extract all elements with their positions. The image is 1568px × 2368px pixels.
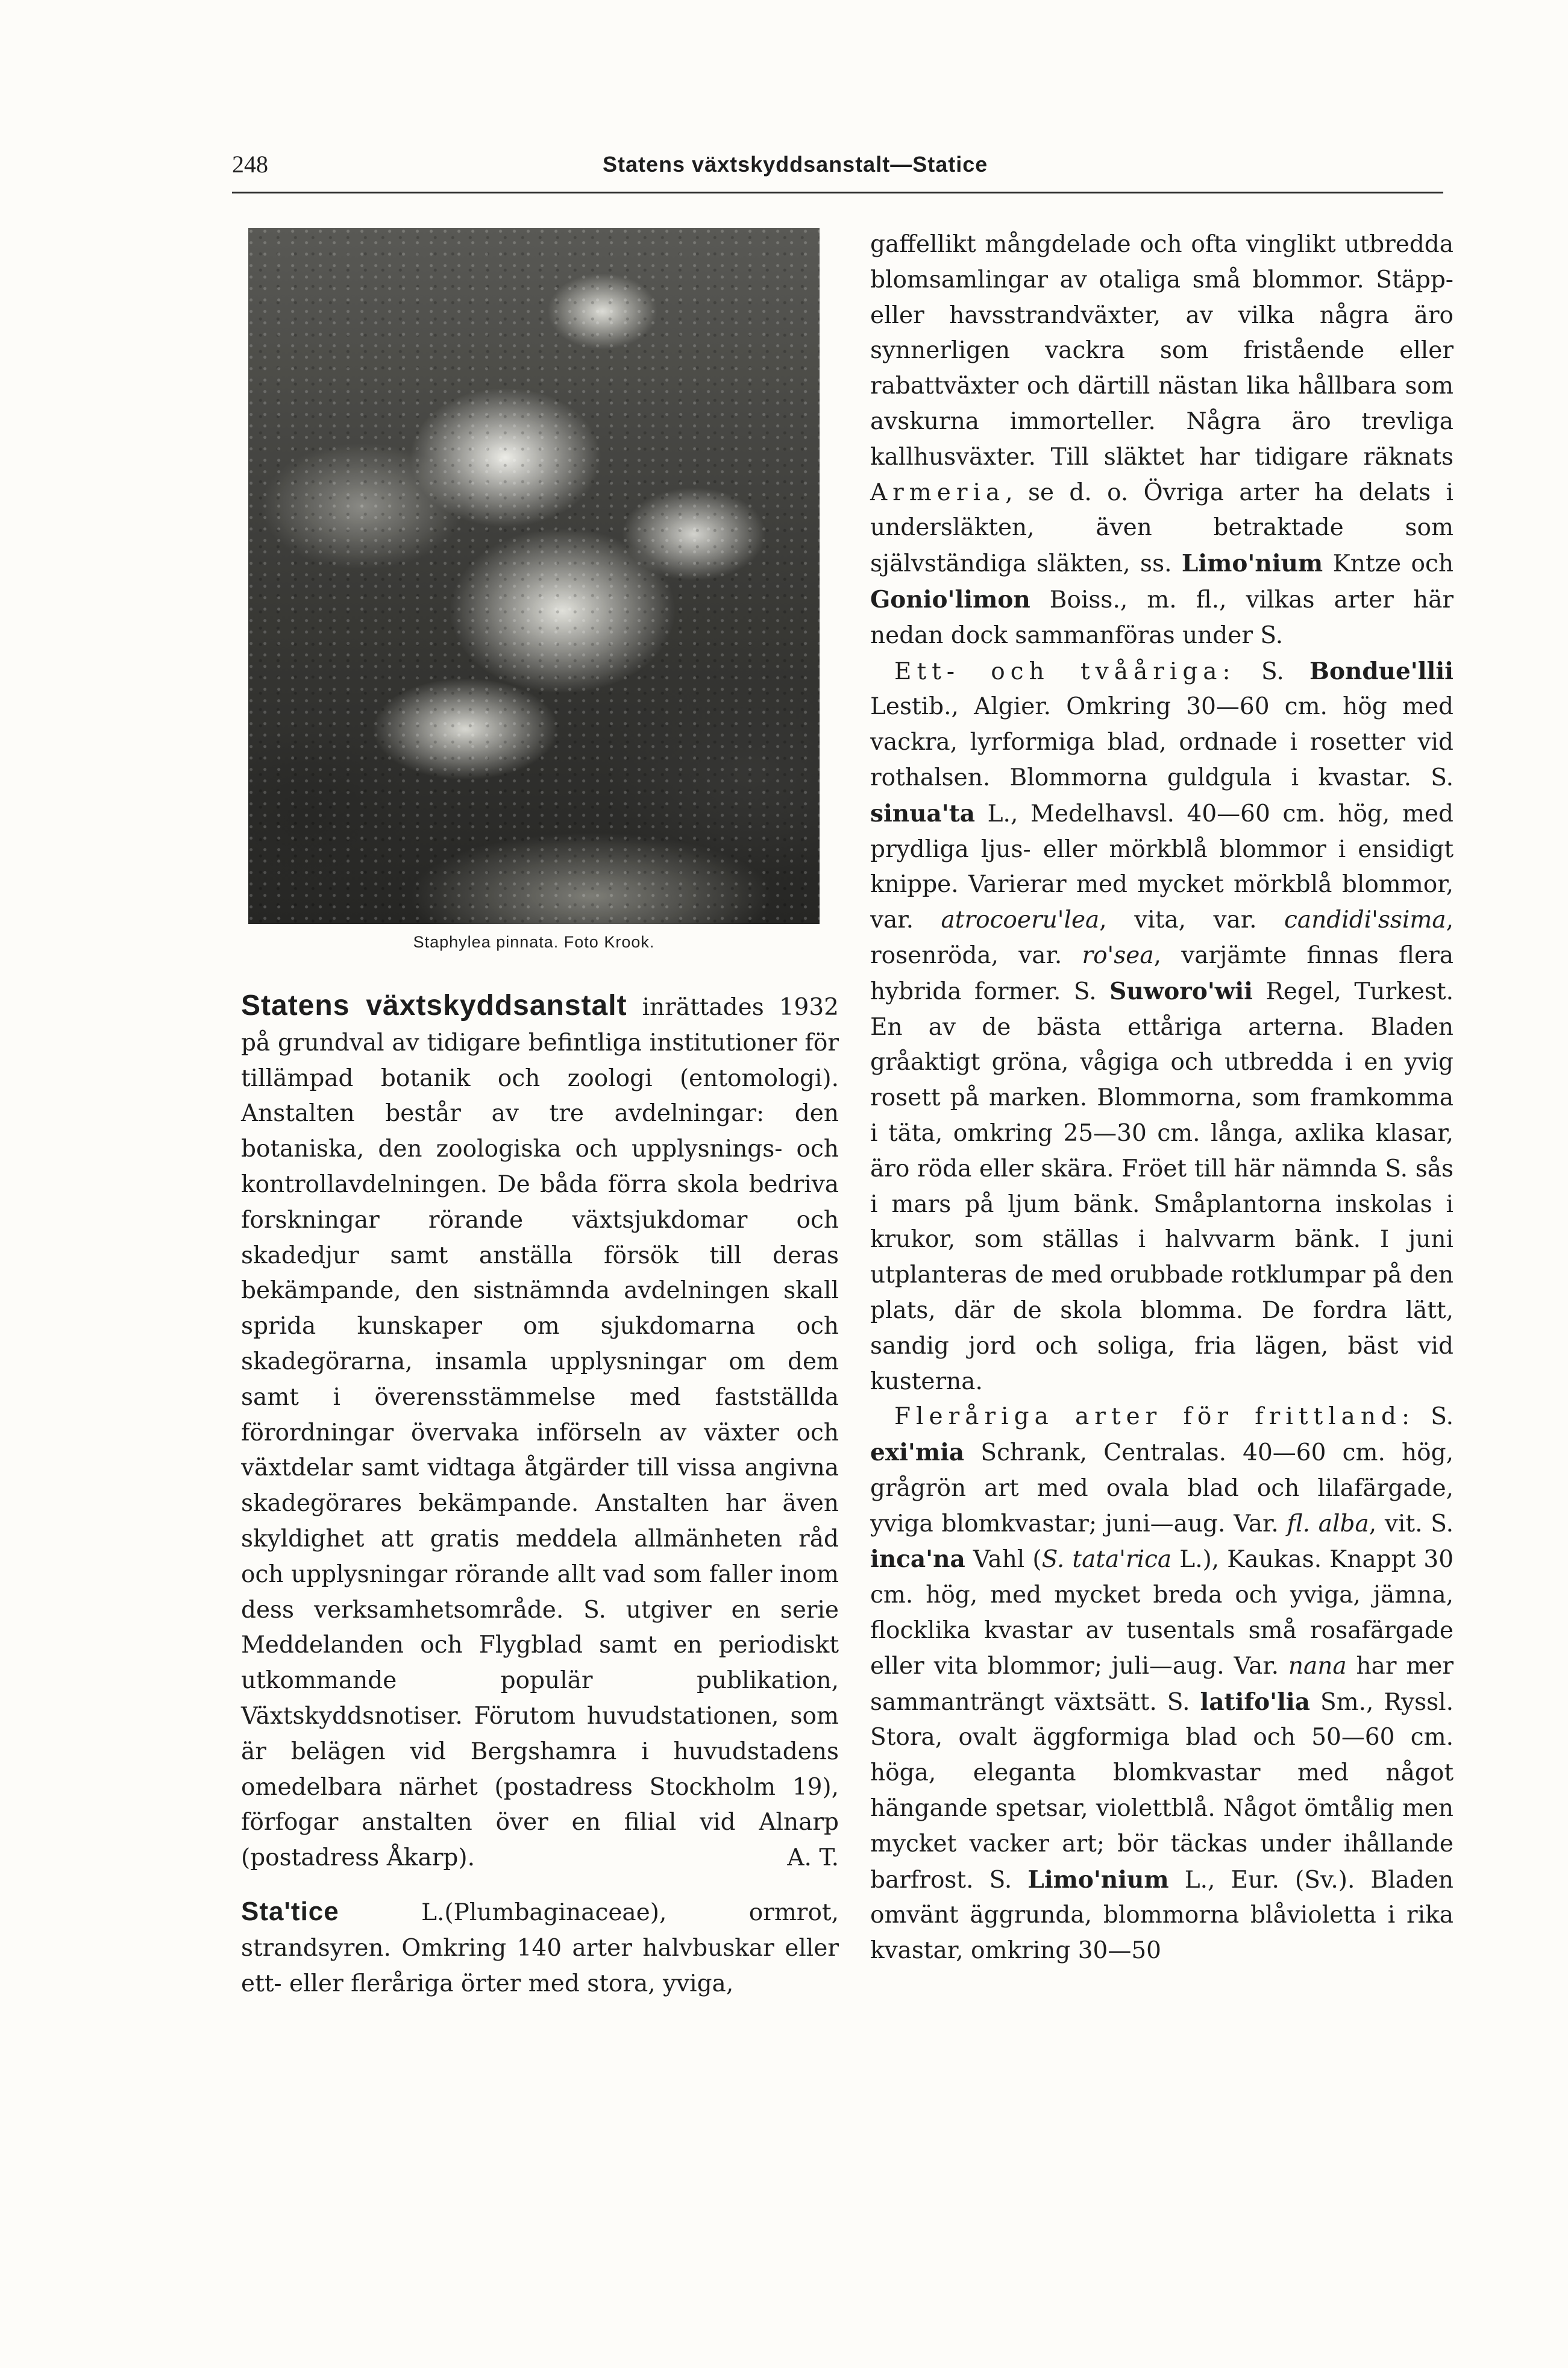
variety-name: fl. alba — [1287, 1510, 1369, 1537]
section-label: Ett- och tvååriga: — [894, 658, 1236, 685]
taxon-name: exi'mia — [870, 1439, 965, 1467]
photo-staphylea-pinnata — [248, 228, 820, 924]
taxon-name: Bondue'llii — [1309, 657, 1454, 685]
paragraph-genus-description: gaffellikt mångdelade och ofta vinglikt utbredda blomsamlingar av otaliga små blommor. Stäpp- eller havsstrandväxter, av vilka några äro synnerligen vackra som fristående eller rabattväxter och därtill nästan lika hållbara som avskurna immorteller. Några äro trevliga kallhusväxter. Till släktet har tidigare räknats Armeria, se d. o. Övriga arter ha delats i undersläkten, även betraktade som självständiga släkten, ss. Limo'nium Kntze och Gonio'limon Boiss., m. fl., vilkas arter här nedan dock sammanföras under S. — [870, 231, 1454, 649]
taxon-name: Limo'nium — [1181, 550, 1323, 578]
variety-name: nana — [1288, 1652, 1347, 1680]
page-number: 248 — [232, 151, 268, 178]
left-column — [241, 988, 839, 2002]
right-column — [870, 227, 1454, 1969]
taxon-name: latifo'lia — [1200, 1688, 1310, 1716]
entry-headword: Sta'tice — [241, 1896, 339, 1926]
section-label: Fleråriga arter för frittland: — [894, 1403, 1416, 1431]
running-title: Statens växtskyddsanstalt—Statice — [603, 152, 988, 177]
taxon-name: Limo'nium — [1027, 1865, 1169, 1894]
taxon-name: Suworo'wii — [1109, 977, 1253, 1005]
synonym-name: S. tata'rica — [1041, 1546, 1172, 1574]
author-signature: A. T. — [787, 1844, 839, 1872]
taxon-name: Gonio'limon — [870, 585, 1030, 614]
running-header — [232, 149, 1443, 193]
taxon-name: sinua'ta — [870, 799, 975, 828]
variety-name: ro'sea — [1082, 941, 1154, 969]
paragraph-perennials: Fleråriga arter för frittland: S. exi'mia Schrank, Centralas. 40—60 cm. hög, grågrön art med ovala blad och lilafärgade, yviga blomkvastar; juni—aug. Var. fl. alba, vit. S. inca'na Vahl (S. tata'rica L.), Kaukas. Knappt 30 cm. hög, med mycket breda och yviga, jämna, flocklika kvastar av tusentals små rosafärgade eller vita blommor; juli—aug. Var. nana har mer sammanträngt växtsätt. S. latifo'lia Sm., Ryssl. Stora, ovalt äggformiga blad och 50—60 cm. höga, eleganta blomkvastar med något hängande spetsar, violettblå. Något ömtålig men mycket vacker art; bör täckas under ihållande barfrost. S. Limo'nium L., Eur. (Sv.). Bladen omvänt äggrunda, blommorna blåvioletta i rika kvastar, omkring 30—50 — [870, 1403, 1454, 1965]
cross-reference: Armeria — [870, 479, 1006, 506]
taxon-name: inca'na — [870, 1545, 965, 1574]
entry-text: L.(Plumbaginaceae), ormrot, strandsyren. Omkring 140 arter halvbuskar eller ett- eller fleråriga örter med stora, yviga, — [241, 1898, 839, 1997]
entry-headword: Statens växtskyddsanstalt — [241, 990, 627, 1022]
variety-name: candidi'ssima — [1284, 906, 1446, 934]
entry-statens-vaxtskyddsanstalt — [241, 988, 839, 1876]
entry-text: inrättades 1932 på grundval av tidigare befintliga institutioner för tillämpad botanik och zoologi (entomologi). Anstalten består av tre avdelningar: den botaniska, den zoologiska och upplysnings- och kontrollavdelningen. De båda förra skola bedriva forskningar rörande växtsjukdomar och skadedjur samt anställa försök till deras bekämpande, den sistnämnda avdelningen skall sprida kunskaper om sjukdomarna och skadegörarna, insamla upplysningar om dem samt i överensstämmelse med fastställda förordningar övervaka införseln av växter och växtdelar samt vidtaga åtgärder till vissa angivna skadegörares bekämpande. Anstalten har även skyldighet att gratis meddela allmänheten råd och upplysningar rörande allt vad som faller inom dess verksamhetsområde. S. utgiver en serie Meddelanden och Flygblad samt en periodiskt utkommande populär publikation, Växtskyddsnotiser. Förutom huvudstationen, som är belägen vid Bergshamra i huvudstadens omedelbara närhet (postadress Stockholm 19), förfogar anstalten över en filial vid Alnarp (postadress Åkarp). — [241, 994, 839, 1872]
entry-statice — [241, 1894, 839, 2002]
paragraph-annuals: Ett- och tvååriga: S. Bondue'llii Lestib., Algier. Omkring 30—60 cm. hög med vackra, lyrformiga blad, ordnade i rosetter vid rothalsen. Blommorna guldgula i kvastar. S. sinua'ta L., Medelhavsl. 40—60 cm. hög, med prydliga ljus- eller mörkblå blommor i ensidigt knippe. Varierar med mycket mörkblå blommor, var. atrocoeru'lea, vita, var. candidi'ssima, rosenröda, var. ro'sea, varjämte finnas flera hybrida former. S. Suworo'wii Regel, Turkest. En av de bästa ettåriga arterna. Bladen gråaktigt gröna, vågiga och utbredda i en yvig rosett på marken. Blommorna, som framkomma i täta, omkring 25—30 cm. långa, axlika klasar, äro röda eller skära. Fröet till här nämnda S. sås i mars på ljum bänk. Småplantorna inskolas i krukor, som ställas i halvvarm bänk. I juni utplanteras de med orubbade rotklumpar på den plats, där de skola blomma. De fordra lätt, sandig jord och soliga, fria lägen, bäst vid kusterna. — [870, 657, 1454, 1395]
figure-caption: Staphylea pinnata. Foto Krook. — [413, 933, 655, 951]
variety-name: atrocoeru'lea — [941, 906, 1100, 934]
